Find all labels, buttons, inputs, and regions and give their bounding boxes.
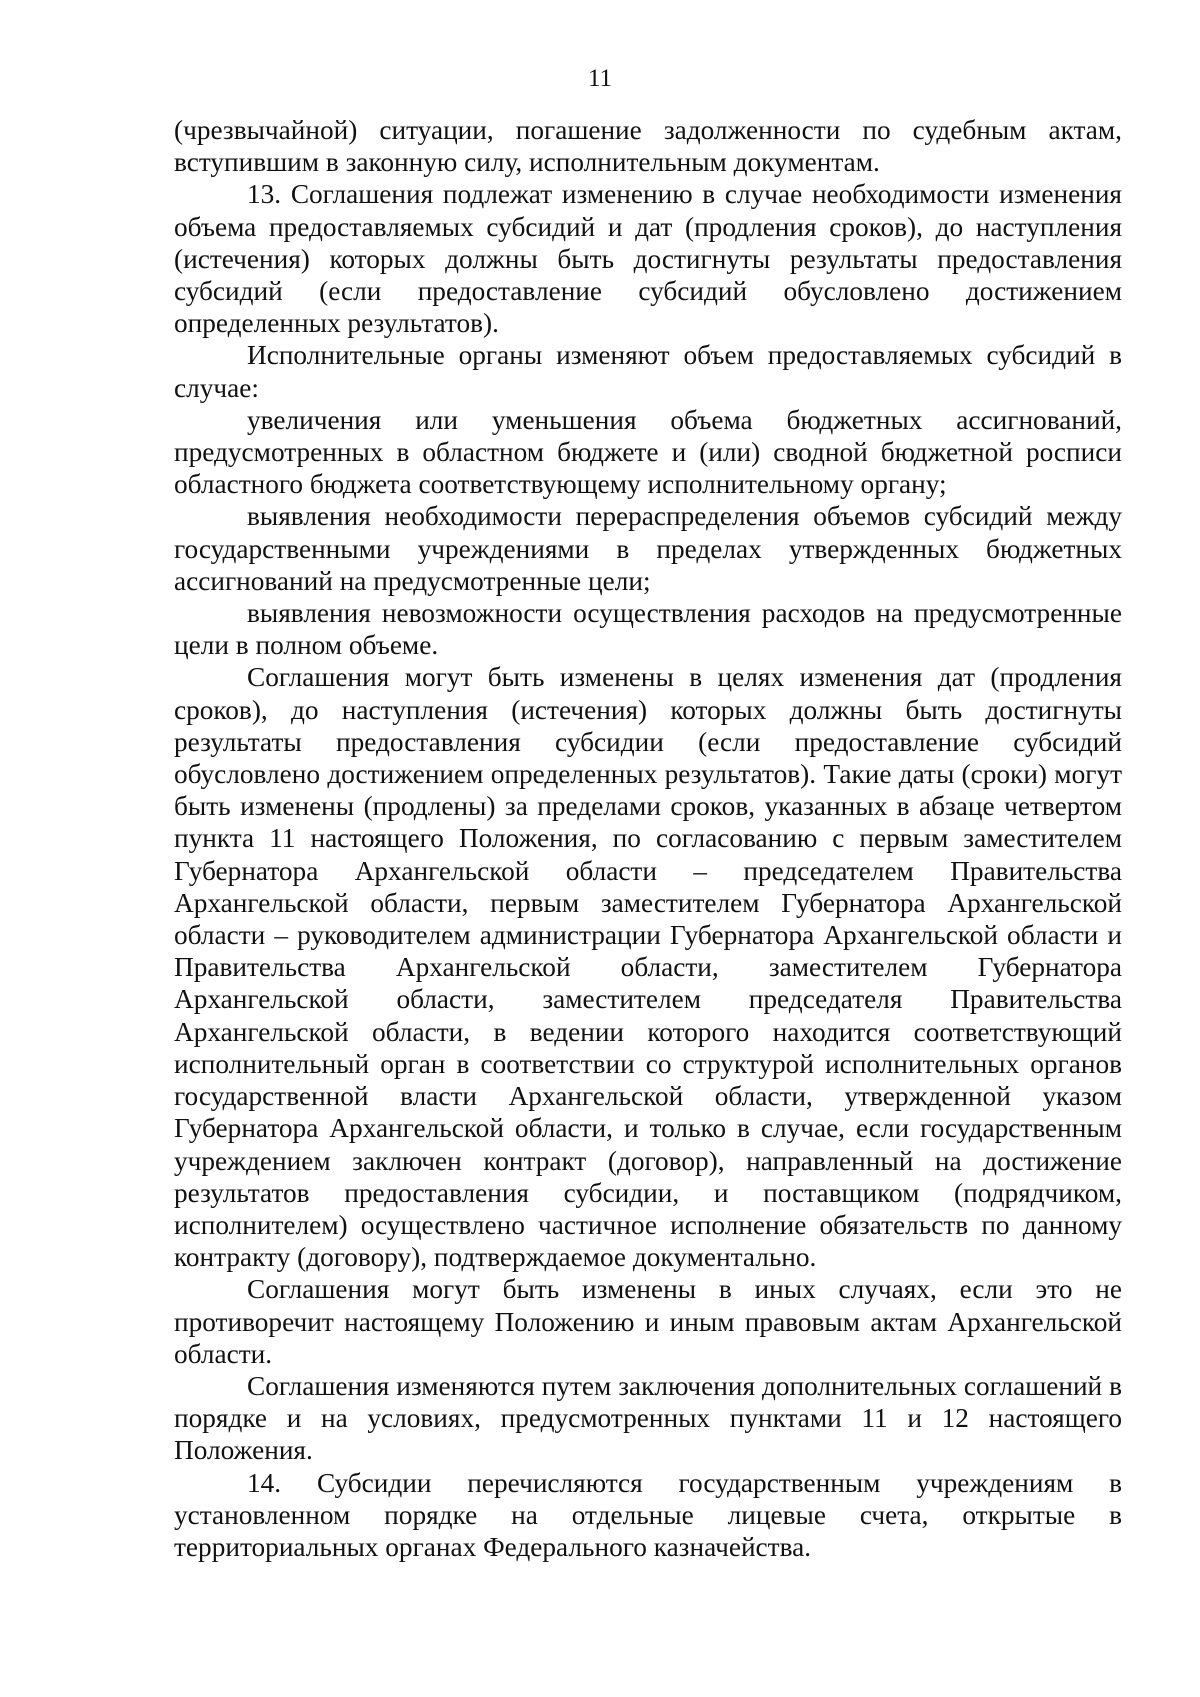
paragraph-case-impossibility: выявления невозможности осуществления расходов на предусмотренные цели в полном объеме. xyxy=(174,598,1122,661)
page-number: 11 xyxy=(587,65,613,92)
paragraph-additional-agreements: Соглашения изменяются путем заключения дополнительных соглашений в порядке и на условиях, предусмотренных пунктами 11 и 12 настоящего Положения. xyxy=(174,1370,1122,1466)
paragraph-other-cases: Соглашения могут быть изменены в иных случаях, если это не противоречит настоящему Положению и иным правовым актам Архангельской области. xyxy=(174,1274,1122,1369)
paragraph-case-increase: увеличения или уменьшения объема бюджетных ассигнований, предусмотренных в областном бюджете и (или) сводной бюджетной росписи областного бюджета соответствующему исполнительному органу; xyxy=(174,404,1122,500)
paragraph-case-redistribution: выявления необходимости перераспределения объемов субсидий между государственными учреждениями в пределах утвержденных бюджетных ассигнований на предусмотренные цели; xyxy=(174,501,1122,596)
paragraph-date-change: Соглашения могут быть изменены в целях изменения дат (продления сроков), до наступления (истечения) которых должны быть достигнуты результаты предоставления субсидии (если предоставление субсидий обусловлено достижением определенных результатов). Такие даты (сроки) могут быть изменены (продлены) за пределами сроков, указанных в абзаце четвертом пункта 11 настоящего Положения, по согласованию с первым заместителем Губернатора Архангельской области – председателем Правительства Архангельской области, первым заместителем Губернатора Архангельской области – руководителем администрации Губернатора Архангельской области и Правительства Архангельской области, заместителем Губернатора Архангельской области, заместителем председателя Правительства Архангельской области, в ведении которого находится соответствующий исполнительный орган в соответствии со структурой исполнительных органов государственной власти Архангельской области, утвержденной указом Губернатора Архангельской области, и только в случае, если государственным учреждением заключен контракт (договор), направленный на достижение результатов предоставления субсидии, и поставщиком (подрядчиком, исполнителем) осуществлено частичное исполнение обязательств по данному контракту (договору), подтверждаемое документально. xyxy=(174,662,1122,1273)
paragraph-item-13: 13. Соглашения подлежат изменению в случае необходимости изменения объема предоставляемых субсидий и дат (продления сроков), до наступления (истечения) которых должны быть достигнуты результаты предоставления субсидий (если предоставление субсидий обусловлено достижением определенных результатов). xyxy=(174,179,1122,339)
paragraph-item-14: 14. Субсидии перечисляются государственным учреждениям в установленном порядке на отдельные лицевые счета, открытые в территориальных органах Федерального казначейства. xyxy=(174,1467,1122,1562)
paragraph-continuation: (чрезвычайной) ситуации, погашение задолженности по судебным актам, вступившим в законную силу, исполнительным документам. xyxy=(174,115,1122,178)
document-body xyxy=(174,114,1122,1563)
paragraph-volume-change: Исполнительные органы изменяют объем предоставляемых субсидий в случае: xyxy=(174,340,1122,403)
